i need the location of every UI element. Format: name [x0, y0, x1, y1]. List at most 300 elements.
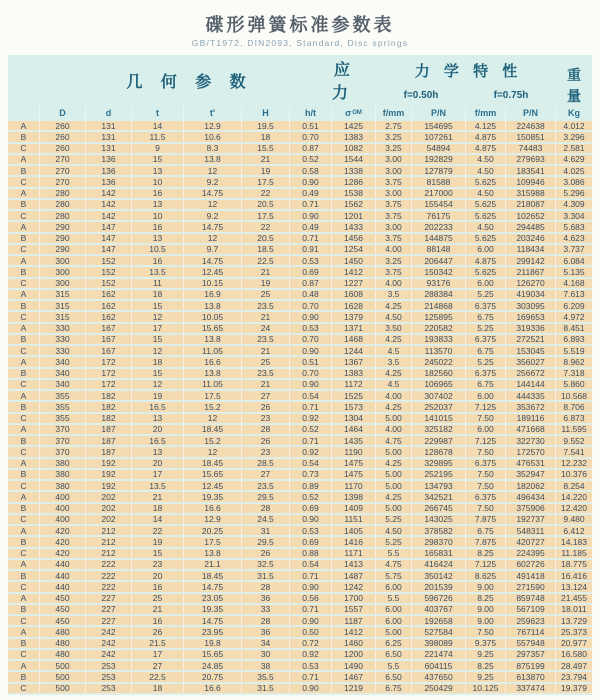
cell-P-050: 143025 [412, 515, 466, 524]
cell-kg: 4.972 [563, 312, 585, 322]
cell-sigma: 1425 [332, 121, 376, 130]
cell-h-over-t: 0.54 [290, 560, 332, 569]
cell-sigma: 1628 [332, 301, 376, 310]
cell-d: 162 [86, 290, 132, 299]
cell-P-075: 189116 [506, 414, 556, 423]
cell-kg: 9.552 [563, 436, 585, 446]
cell-t-prime: 16.6 [184, 684, 242, 693]
cell-d: 172 [86, 369, 132, 378]
cell-t-prime: 14.75 [184, 189, 242, 198]
col-H: H [242, 105, 290, 121]
cell-d: 202 [86, 492, 132, 501]
cell-P-050: 342521 [412, 492, 466, 501]
cell-P-075: 169653 [506, 312, 556, 321]
cell-sigma: 1490 [332, 661, 376, 670]
cell-P-075: 299142 [506, 256, 556, 265]
cell-P-075: 420727 [506, 537, 556, 546]
cell-series-label: C [8, 481, 40, 490]
cell-sigma: 1573 [332, 402, 376, 411]
cell-t: 21 [132, 492, 184, 501]
cell-d: 167 [86, 335, 132, 344]
cell-h-over-t: 0.87 [290, 279, 332, 288]
cell-sigma: 1244 [332, 346, 376, 355]
cell-t: 16 [132, 222, 184, 231]
cell-P-050: 604115 [412, 661, 466, 670]
cell-kg: 18.775 [561, 559, 587, 569]
cell-D: 380 [40, 459, 86, 468]
cell-H: 22 [242, 222, 290, 231]
cell-kg: 6.893 [563, 334, 585, 344]
cell-t-prime: 8.3 [184, 144, 242, 153]
page-subtitle: GB/T1972, DIN2093, Standard, Disc springs [191, 38, 409, 48]
cell-sigma: 1151 [332, 515, 376, 524]
table-row [8, 324, 592, 335]
cell-D: 370 [40, 436, 86, 445]
cell-P-075: 153045 [506, 346, 556, 355]
cell-h-over-t: 0.92 [290, 650, 332, 659]
cell-series-label: A [8, 425, 40, 434]
page-title: 碟形弹簧标准参数表 [205, 15, 395, 35]
cell-d: 253 [86, 672, 132, 681]
cell-d: 227 [86, 616, 132, 625]
cell-H: 20.5 [242, 200, 290, 209]
cell-f-050: 4.5 [376, 346, 412, 355]
cell-P-050: 141015 [412, 414, 466, 423]
cell-H: 23 [242, 414, 290, 423]
cell-P-075: 102652 [506, 211, 556, 220]
cell-h-over-t: 0.52 [290, 492, 332, 501]
cell-d: 136 [86, 166, 132, 175]
cell-D: 480 [40, 639, 86, 648]
cell-f-050: 3.00 [376, 222, 412, 231]
cell-f-050: 4.00 [376, 279, 412, 288]
cell-f-050: 3.75 [376, 211, 412, 220]
cell-sigma: 1398 [332, 492, 376, 501]
cell-h-over-t: 0.54 [290, 459, 332, 468]
cell-P-050: 229987 [412, 436, 466, 445]
cell-kg: 8.254 [563, 481, 585, 491]
cell-P-075: 444335 [506, 391, 556, 400]
group-mechanical-props: 力 学 特 性 [414, 63, 523, 80]
cell-D: 380 [40, 481, 86, 490]
cell-h-over-t: 0.70 [290, 335, 332, 344]
cell-t-prime: 14.75 [184, 616, 242, 625]
cell-t: 15 [132, 549, 184, 558]
cell-D: 340 [40, 380, 86, 389]
table-row [8, 560, 592, 571]
cell-P-075: 352947 [506, 470, 556, 479]
cell-P-075: 567109 [506, 605, 556, 614]
cell-H: 32.5 [242, 560, 290, 569]
cell-H: 28 [242, 504, 290, 513]
cell-h-over-t: 0.71 [290, 672, 332, 681]
cell-kg: 13.124 [561, 582, 587, 592]
cell-d: 187 [86, 425, 132, 434]
table-row [8, 481, 592, 492]
cell-series-label: A [8, 189, 40, 198]
cell-f-075: 7.125 [466, 560, 506, 569]
cell-kg: 23.794 [561, 672, 587, 682]
cell-f-075: 6.75 [466, 312, 506, 321]
cell-h-over-t: 0.52 [290, 155, 332, 164]
table-row [8, 549, 592, 560]
cell-d: 192 [86, 481, 132, 490]
cell-d: 152 [86, 256, 132, 265]
cell-f-075: 4.875 [466, 132, 506, 141]
cell-D: 400 [40, 515, 86, 524]
cell-d: 227 [86, 605, 132, 614]
cell-D: 480 [40, 627, 86, 636]
cell-P-050: 202233 [412, 222, 466, 231]
cell-t: 10 [132, 211, 184, 220]
cell-sigma: 1242 [332, 582, 376, 591]
cell-series-label: C [8, 245, 40, 254]
cell-series-label: C [8, 684, 40, 693]
cell-sigma: 1170 [332, 481, 376, 490]
cell-P-075: 109946 [506, 177, 556, 186]
cell-sigma: 1544 [332, 155, 376, 164]
col-f-075: f/mm [466, 105, 506, 121]
cell-t-prime: 13.8 [184, 335, 242, 344]
cell-t-prime: 19.35 [184, 605, 242, 614]
cell-H: 25 [242, 357, 290, 366]
cell-f-050: 3.5 [376, 357, 412, 366]
cell-f-075: 6.75 [466, 346, 506, 355]
cell-P-050: 76175 [412, 211, 466, 220]
cell-P-075: 118434 [506, 245, 556, 254]
cell-h-over-t: 0.51 [290, 357, 332, 366]
cell-t-prime: 12.9 [184, 515, 242, 524]
cell-D: 450 [40, 594, 86, 603]
cell-H: 30 [242, 650, 290, 659]
cell-d: 202 [86, 515, 132, 524]
cell-H: 24 [242, 324, 290, 333]
cell-h-over-t: 0.71 [290, 402, 332, 411]
cell-f-075: 4.50 [466, 155, 506, 164]
cell-f-050: 4.00 [376, 245, 412, 254]
table-row [8, 290, 592, 301]
cell-kg: 10.376 [561, 469, 587, 479]
cell-f-050: 4.25 [376, 369, 412, 378]
cell-series-label: A [8, 627, 40, 636]
cell-sigma: 1254 [332, 245, 376, 254]
cell-f-075: 7.50 [466, 627, 506, 636]
cell-t-prime: 12.45 [184, 267, 242, 276]
cell-P-050: 217000 [412, 189, 466, 198]
cell-sigma: 1475 [332, 470, 376, 479]
cell-H: 21 [242, 380, 290, 389]
cell-P-075: 315988 [506, 189, 556, 198]
cell-f-050: 4.25 [376, 402, 412, 411]
cell-f-075: 5.625 [466, 200, 506, 209]
cell-t: 18 [132, 684, 184, 693]
cell-H: 23.5 [242, 481, 290, 490]
cell-H: 19.5 [242, 121, 290, 130]
cell-f-050: 3.75 [376, 234, 412, 243]
cell-t: 13.5 [132, 267, 184, 276]
table-row [8, 447, 592, 458]
table-row [8, 369, 592, 380]
cell-t: 26 [132, 627, 184, 636]
cell-h-over-t: 0.71 [290, 200, 332, 209]
cell-series-label: A [8, 155, 40, 164]
cell-P-050: 93176 [412, 279, 466, 288]
cell-f-050: 4.00 [376, 425, 412, 434]
cell-h-over-t: 0.88 [290, 549, 332, 558]
cell-t: 11 [132, 279, 184, 288]
cell-t: 20 [132, 425, 184, 434]
table-row [8, 661, 592, 672]
cell-kg: 5.860 [563, 379, 585, 389]
cell-sigma: 1171 [332, 549, 376, 558]
cell-kg: 13.729 [561, 616, 587, 626]
cell-series-label: A [8, 526, 40, 535]
cell-H: 23.5 [242, 301, 290, 310]
cell-f-050: 4.50 [376, 312, 412, 321]
cell-h-over-t: 0.90 [290, 515, 332, 524]
cell-h-over-t: 0.69 [290, 504, 332, 513]
cell-D: 500 [40, 684, 86, 693]
cell-P-075: 259623 [506, 616, 556, 625]
cell-D: 355 [40, 414, 86, 423]
cell-P-075: 150851 [506, 132, 556, 141]
cell-P-050: 192829 [412, 155, 466, 164]
cell-kg: 8.962 [563, 357, 585, 367]
cell-P-075: 279693 [506, 155, 556, 164]
table-row [8, 177, 592, 188]
cell-series-label: B [8, 672, 40, 681]
cell-D: 330 [40, 335, 86, 344]
cell-P-050: 154695 [412, 121, 466, 130]
cell-f-050: 5.00 [376, 504, 412, 513]
cell-H: 28 [242, 582, 290, 591]
cell-f-075: 8.25 [466, 661, 506, 670]
cell-h-over-t: 0.70 [290, 132, 332, 141]
cell-sigma: 1525 [332, 391, 376, 400]
cell-sigma: 1200 [332, 650, 376, 659]
cell-series-label: B [8, 571, 40, 580]
table-row [8, 155, 592, 166]
cell-t: 23 [132, 560, 184, 569]
cell-d: 167 [86, 324, 132, 333]
cell-kg: 3.086 [563, 177, 585, 187]
cell-kg: 16.580 [561, 649, 587, 659]
cell-f-075: 6.00 [466, 279, 506, 288]
cell-series-label: B [8, 369, 40, 378]
cell-f-075: 7.875 [466, 537, 506, 546]
cell-kg: 7.541 [563, 447, 585, 457]
cell-P-050: 150342 [412, 267, 466, 276]
cell-d: 136 [86, 155, 132, 164]
cell-f-050: 5.00 [376, 447, 412, 456]
cell-t: 22.5 [132, 672, 184, 681]
cell-t-prime: 19.35 [184, 492, 242, 501]
cell-P-050: 403767 [412, 605, 466, 614]
cell-t: 22 [132, 526, 184, 535]
cell-h-over-t: 0.72 [290, 639, 332, 648]
cell-P-075: 322730 [506, 436, 556, 445]
cell-P-075: 224395 [506, 549, 556, 558]
cell-P-050: 416424 [412, 560, 466, 569]
cell-H: 18.5 [242, 245, 290, 254]
cell-D: 440 [40, 560, 86, 569]
cell-H: 28 [242, 425, 290, 434]
cell-series-label: A [8, 560, 40, 569]
title-block [0, 0, 600, 55]
cell-t-prime: 12 [184, 414, 242, 423]
table-row [8, 234, 592, 245]
cell-P-075: 613870 [506, 672, 556, 681]
cell-f-050: 4.25 [376, 301, 412, 310]
cell-t-prime: 12 [184, 234, 242, 243]
cell-D: 355 [40, 402, 86, 411]
cell-d: 147 [86, 222, 132, 231]
table-row [8, 616, 592, 627]
table-row [8, 582, 592, 593]
table-row [8, 301, 592, 312]
cell-t: 16 [132, 256, 184, 265]
cell-kg: 8.451 [563, 323, 585, 333]
cell-H: 19 [242, 166, 290, 175]
cell-t: 16 [132, 582, 184, 591]
cell-kg: 7.613 [563, 289, 585, 299]
cell-f-050: 6.25 [376, 639, 412, 648]
cell-sigma: 1456 [332, 234, 376, 243]
cell-D: 300 [40, 279, 86, 288]
cell-kg: 3.296 [563, 132, 585, 142]
cell-H: 21 [242, 155, 290, 164]
cell-series-label: B [8, 605, 40, 614]
cell-H: 25 [242, 290, 290, 299]
cell-H: 36 [242, 594, 290, 603]
cell-H: 23.5 [242, 335, 290, 344]
cell-kg: 8.706 [563, 402, 585, 412]
cell-h-over-t: 0.71 [290, 571, 332, 580]
cell-P-050: 125895 [412, 312, 466, 321]
cell-t-prime: 16.9 [184, 290, 242, 299]
cell-f-050: 3.00 [376, 155, 412, 164]
cell-t: 12 [132, 346, 184, 355]
cell-h-over-t: 0.53 [290, 324, 332, 333]
cell-f-050: 4.50 [376, 526, 412, 535]
cell-f-075: 5.625 [466, 177, 506, 186]
cell-H: 19 [242, 279, 290, 288]
cell-D: 420 [40, 549, 86, 558]
cell-H: 28 [242, 616, 290, 625]
cell-f-075: 10.125 [466, 684, 506, 693]
cell-f-075: 9.00 [466, 616, 506, 625]
cell-f-075: 9.00 [466, 605, 506, 614]
cell-h-over-t: 0.70 [290, 301, 332, 310]
cell-D: 270 [40, 155, 86, 164]
cell-series-label: C [8, 312, 40, 321]
group-stress: 应 力 [332, 62, 353, 102]
cell-sigma: 1464 [332, 425, 376, 434]
cell-series-label: B [8, 537, 40, 546]
cell-f-050: 3.25 [376, 144, 412, 153]
cell-D: 450 [40, 616, 86, 625]
col-t: t [132, 105, 184, 121]
table-row [8, 414, 592, 425]
cell-kg: 4.025 [563, 166, 585, 176]
cell-f-075: 7.875 [466, 515, 506, 524]
cell-series-label: C [8, 414, 40, 423]
cell-f-050: 6.00 [376, 605, 412, 614]
cell-P-075: 767114 [506, 627, 556, 636]
cell-P-050: 127879 [412, 166, 466, 175]
table-row [8, 672, 592, 683]
cell-t: 17 [132, 470, 184, 479]
cell-series-label: A [8, 357, 40, 366]
cell-h-over-t: 0.48 [290, 290, 332, 299]
cell-P-050: 220582 [412, 324, 466, 333]
group-weight-top: 重 [567, 67, 581, 83]
cell-f-075: 8.625 [466, 571, 506, 580]
cell-P-075: 375906 [506, 504, 556, 513]
cell-t: 21.5 [132, 639, 184, 648]
cell-t-prime: 18.45 [184, 459, 242, 468]
cell-t-prime: 15.65 [184, 470, 242, 479]
cell-kg: 11.185 [561, 548, 587, 558]
cell-f-075: 7.125 [466, 402, 506, 411]
cell-sigma: 1468 [332, 335, 376, 344]
cell-f-075: 7.125 [466, 436, 506, 445]
cell-f-050: 6.00 [376, 582, 412, 591]
col-sigma: σ OM [332, 105, 376, 121]
cell-P-050: 193833 [412, 335, 466, 344]
cell-h-over-t: 0.90 [290, 616, 332, 625]
cell-f-075: 4.50 [466, 222, 506, 231]
cell-t-prime: 17.5 [184, 537, 242, 546]
cell-f-075: 4.50 [466, 166, 506, 175]
cell-d: 182 [86, 391, 132, 400]
cell-t: 15 [132, 301, 184, 310]
cell-t: 13 [132, 234, 184, 243]
table-row [8, 312, 592, 323]
cell-t-prime: 15.65 [184, 324, 242, 333]
cell-series-label: B [8, 335, 40, 344]
cell-f-050: 6.50 [376, 672, 412, 681]
cell-f-075: 8.25 [466, 549, 506, 558]
cell-P-050: 378582 [412, 526, 466, 535]
cell-sigma: 1367 [332, 357, 376, 366]
cell-f-050: 5.25 [376, 537, 412, 546]
cell-sigma: 1201 [332, 211, 376, 220]
cell-f-075: 7.50 [466, 481, 506, 490]
cell-kg: 5.519 [563, 346, 585, 356]
cell-H: 29.5 [242, 537, 290, 546]
table-row [8, 166, 592, 177]
cell-kg: 3.737 [563, 244, 585, 254]
cell-t: 18 [132, 504, 184, 513]
table-row [8, 470, 592, 481]
cell-f-075: 4.50 [466, 189, 506, 198]
cell-D: 315 [40, 301, 86, 310]
table-row [8, 256, 592, 267]
cell-D: 260 [40, 132, 86, 141]
col-kg: Kg [568, 108, 580, 118]
cell-P-050: 54894 [412, 144, 466, 153]
cell-sigma: 1172 [332, 380, 376, 389]
cell-kg: 4.012 [563, 121, 585, 131]
cell-f-050: 3.25 [376, 132, 412, 141]
cell-h-over-t: 0.69 [290, 537, 332, 546]
cell-sigma: 1187 [332, 616, 376, 625]
cell-f-050: 3.75 [376, 200, 412, 209]
cell-d: 167 [86, 346, 132, 355]
cell-P-050: 155454 [412, 200, 466, 209]
col-P-050: P/N [412, 105, 466, 121]
